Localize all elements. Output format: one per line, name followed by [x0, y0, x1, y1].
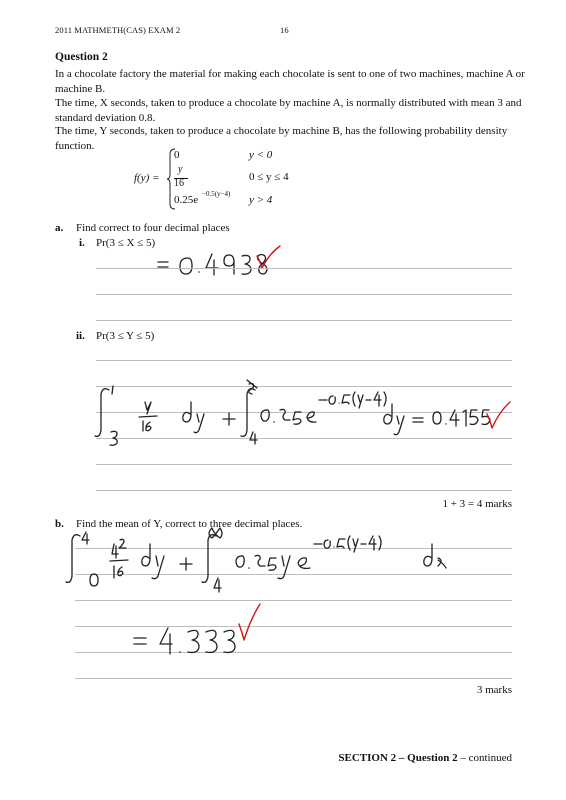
answer-line [75, 600, 512, 601]
tick-icon [254, 244, 284, 274]
part-a-marks: 1 + 3 = 4 marks [442, 498, 512, 510]
pdf-row-2-denominator: 16 [174, 178, 184, 189]
part-a-ii-label: ii. [76, 330, 85, 342]
pdf-row-2-condition: 0 ≤ y ≤ 4 [249, 171, 289, 183]
part-a-text: Find correct to four decimal places [76, 222, 230, 234]
part-a-i-text: Pr(3 ≤ X ≤ 5) [96, 237, 156, 249]
part-b-marks: 3 marks [476, 684, 512, 696]
question-paragraph-2: The time, X seconds, taken to produce a chocolate by machine A, is normally distributed with mean 3 and standard deviation 0.8. [55, 97, 522, 124]
pdf-row-2-numerator: y [178, 164, 183, 175]
answer-line [75, 678, 512, 679]
pdf-row-1-expr: 0 [174, 149, 180, 161]
pdf-formula [134, 148, 314, 210]
answer-line [96, 320, 512, 321]
question-paragraph-1: In a chocolate factory the material for making each chocolate is sent to one of two machines, machine A or machine B. [55, 68, 525, 95]
pdf-row-3-expr: 0.25e [174, 194, 199, 206]
working-a-ii-handwriting [95, 384, 515, 454]
page-number: 16 [280, 25, 289, 35]
footer-continued: – continued [457, 752, 512, 764]
pdf-row-1-condition: y < 0 [249, 149, 273, 161]
working-b-handwriting [66, 530, 466, 600]
question-paragraph-3: The time, Y seconds, taken to produce a chocolate by machine B, has the following probability density function. [55, 125, 508, 152]
exam-header: 2011 MATHMETH(CAS) EXAM 2 [55, 25, 181, 35]
answer-b-handwriting [128, 624, 248, 660]
part-b-letter: b. [55, 518, 64, 530]
tick-icon [236, 602, 266, 644]
answer-line [96, 268, 512, 269]
question-title: Question 2 [55, 51, 108, 63]
pdf-lhs: f(y) = [134, 172, 160, 184]
part-b-text: Find the mean of Y, correct to three decimal places. [76, 518, 303, 530]
pdf-row-3-exponent: −0.5(y−4) [202, 190, 231, 198]
answer-line [96, 360, 512, 361]
footer-section: SECTION 2 – Question 2 [338, 752, 458, 764]
part-a-ii-text: Pr(3 ≤ Y ≤ 5) [96, 330, 155, 342]
pdf-row-3-condition: y > 4 [249, 194, 273, 206]
part-a-letter: a. [55, 222, 64, 234]
answer-line [96, 490, 512, 491]
answer-line [96, 464, 512, 465]
tick-icon [484, 400, 514, 432]
part-a-i-label: i. [79, 237, 85, 249]
footer [338, 752, 512, 764]
answer-line [96, 294, 512, 295]
